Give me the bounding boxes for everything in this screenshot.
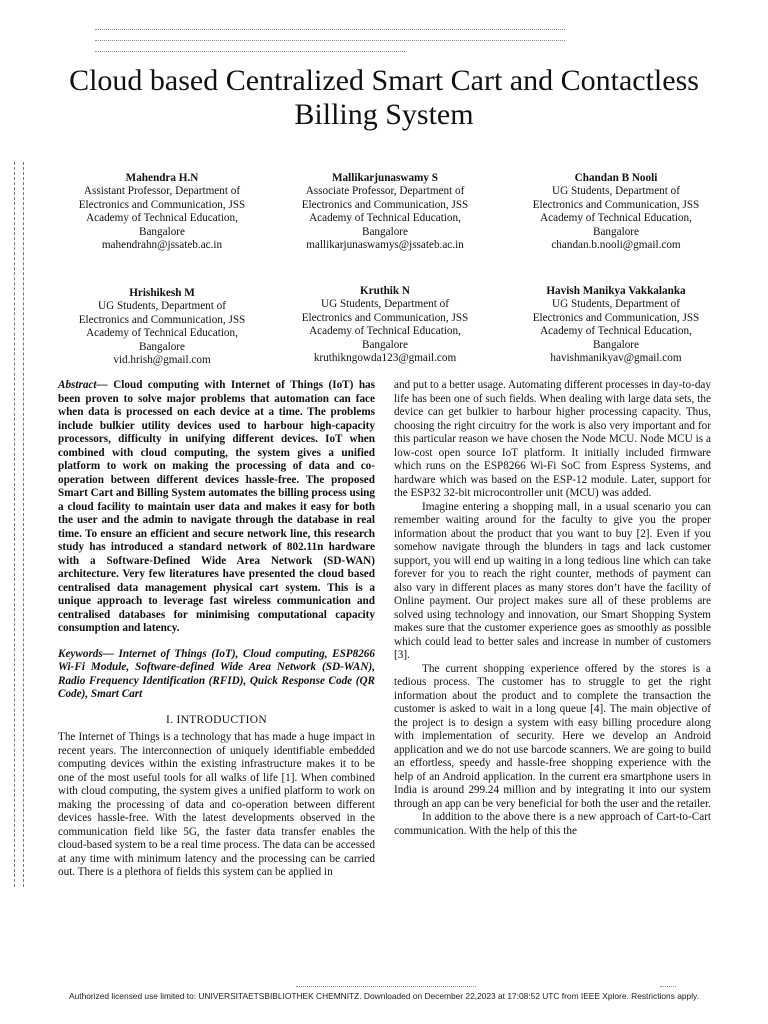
author-affiliation: Associate Professor, Department of	[305, 185, 465, 198]
intro-paragraph: The Internet of Things is a technology that has made a huge impact in recent years. The interconnection of uniquely identifiable embedded computing devices within the existing infrastructure makes it to be one of the most useful tools for all walks of life [1]. When combined with cloud computing, the system gives a unified platform to work on making the processing of data and co-operation between different devices hassle-free. With the latest developments observed in the communication field like 5G, the faster data transfer enables the cloud-based system to be a real time process. The data can be accessed at any time with minimum latency and the processing can be carried out. There is a plethora of fields this system can be applied in	[58, 731, 375, 878]
side-margin-text	[14, 162, 24, 887]
author-affiliation: Electronics and Communication, JSS	[301, 198, 469, 211]
author-affiliation: Academy of Technical Education,	[86, 212, 238, 225]
abstract-lead: Abstract—	[58, 379, 108, 391]
license-notice: Authorized licensed use limited to: UNIVERSITAETSBIBLIOTHEK CHEMNITZ. Downloaded on December 22,2023 at 17:08:52 UTC from IEEE Xplore. Restrictions apply.	[69, 991, 699, 1001]
author-affiliation: UG Students, Department of	[551, 185, 680, 198]
author-affiliation: Academy of Technical Education,	[86, 327, 238, 340]
author-email: kruthikngowda123@gmail.com	[313, 352, 457, 365]
author-affiliation: Assistant Professor, Department of	[83, 185, 241, 198]
author-affiliation: Bangalore	[362, 225, 408, 238]
header-conference-info	[95, 22, 565, 55]
author-name: Havish Manikya Vakkalanka	[546, 285, 686, 297]
author-affiliation: Academy of Technical Education,	[540, 325, 692, 338]
author-block	[52, 172, 272, 252]
body-paragraph: The current shopping experience offered by the stores is a tedious process. The customer has to struggle to get the right information about the product and to complete the transaction the customer is asked to wait in a long queue [4]. The main objective of the project is to design a system with easy billing procedure along with implementation of security. Here we develop an Android application and we do not use barcode scanners. We are going to build an effortless, speedy and hassle-free shopping experience with the help of an Android application. In the current era smartphone users in India is around 299.24 million and by integrating it into our system through an app can be very beneficial for both the user and the retailer.	[394, 662, 711, 810]
author-block	[506, 172, 726, 252]
abstract	[58, 379, 375, 636]
author-email: chandan.b.nooli@gmail.com	[551, 239, 681, 252]
author-affiliation: Bangalore	[593, 225, 639, 238]
title-line-2: Billing System	[294, 98, 474, 131]
author-email: vid.hrish@gmail.com	[113, 354, 211, 367]
author-affiliation: Bangalore	[593, 338, 639, 351]
author-affiliation: Bangalore	[362, 338, 408, 351]
author-affiliation: UG Students, Department of	[551, 298, 680, 311]
author-block	[52, 287, 272, 367]
body-paragraph: Imagine entering a shopping mall, in a usual scenario you can remember waiting around for the faculty to give you the proper information about the product that you want to buy [2]. Even if you somehow navigate through the blunders in tags and lack customer support, you will end up waiting in a long tedious line which can take forever for you to reach the right counter, methods of payment can also vary in different places as many stores don’t have the facility of Online payment. Our project makes sure all of these problems are solved using technology and innovation, our Smart Shopping System makes sure that the customer experience goes as smoothly as possible which could lead to better sales and increase in number of customers [3].	[394, 500, 711, 661]
body-paragraph: and put to a better usage. Automating different processes in day-to-day life has been one of such fields. When dealing with large data sets, the device can get bulkier to harbour higher processing capacity. Thus, choosing the right circuitry for the work is also very important and for this particular reason we have chosen the Node MCU. Node MCU is a low-cost open source IoT platform. It initially included firmware which runs on the ESP8266 Wi-Fi SoC from Espress Systems, and hardware which was based on the ESP-12 module. Later, support for the ESP32 32-bit microcontroller unit (MCU) was added.	[394, 379, 711, 499]
author-affiliation: UG Students, Department of	[320, 298, 449, 311]
abstract-body: Cloud computing with Internet of Things (IoT) has been proven to solve major problems that automation can face when data is processed on each device at a time. The problems include bulkier utility devices used to harbour high-capacity processors, difficulty in unifying different devices. IoT when combined with cloud computing, the system gives a unified platform to work on making the processing of data and co-operation between different devices hassle-free. The proposed Smart Cart and Billing System automates the billing process using a cloud facility to maintain user data and makes it easy for both the user and the admin to navigate through the database in real time. To ensure an efficient and secure network line, this research study has introduced a standard network of 802.11n hardware with a Software-Defined Wide Area Network (SD-WAN) architecture. Very few literatures have presented the cloud based centralised data management physical cart system. This is a unique approach to leverage fast wireless communication and centralised databases for minimising computational capacity consumption and latency.	[58, 379, 375, 634]
author-affiliation: UG Students, Department of	[97, 300, 226, 313]
author-affiliation: Bangalore	[139, 340, 185, 353]
author-affiliation: Bangalore	[139, 225, 185, 238]
author-affiliation: Electronics and Communication, JSS	[78, 313, 246, 326]
author-affiliation: Academy of Technical Education,	[309, 212, 461, 225]
author-affiliation: Academy of Technical Education,	[540, 212, 692, 225]
paper-title	[0, 64, 768, 132]
author-block	[506, 285, 726, 365]
section-heading: I. INTRODUCTION	[166, 713, 267, 726]
author-name: Chandan B Nooli	[574, 172, 658, 184]
title-line-1: Cloud based Centralized Smart Cart and Contactless	[69, 64, 699, 97]
left-column	[58, 379, 375, 880]
keywords: Keywords— Internet of Things (IoT), Cloud computing, ESP8266 Wi-Fi Module, Software-defined Wide Area Network (SD-WAN), Radio Frequency Identification (RFID), Quick Response Code (QR Code), Smart Cart	[58, 647, 375, 700]
body-paragraph: In addition to the above there is a new approach of Cart-to-Cart communication. With the help of this the	[394, 811, 711, 837]
author-name: Hrishikesh M	[129, 287, 195, 299]
author-name: Kruthik N	[359, 285, 411, 297]
author-affiliation: Electronics and Communication, JSS	[78, 198, 246, 211]
author-affiliation: Electronics and Communication, JSS	[301, 311, 469, 324]
author-block	[275, 285, 495, 365]
author-block	[275, 172, 495, 252]
page-number	[660, 980, 676, 987]
author-name: Mallikarjunaswamy S	[332, 172, 438, 184]
author-email: mallikarjunaswamys@jssateb.ac.in	[306, 239, 464, 252]
author-affiliation: Academy of Technical Education,	[309, 325, 461, 338]
footer-copyright	[296, 980, 476, 987]
author-name: Mahendra H.N	[125, 172, 199, 184]
author-email: havishmanikyav@gmail.com	[550, 352, 682, 365]
right-column	[394, 379, 711, 838]
author-affiliation: Electronics and Communication, JSS	[532, 198, 700, 211]
author-email: mahendrahn@jssateb.ac.in	[101, 239, 223, 252]
author-affiliation: Electronics and Communication, JSS	[532, 311, 700, 324]
